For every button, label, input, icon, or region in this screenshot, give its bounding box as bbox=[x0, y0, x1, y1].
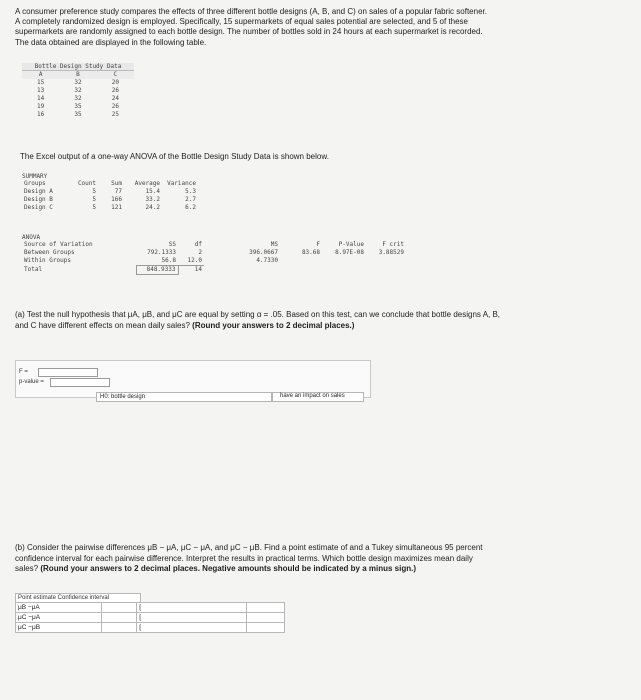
cell: 24 bbox=[111, 95, 119, 102]
table-row bbox=[22, 257, 406, 266]
cell: 2.7 bbox=[185, 196, 196, 203]
cell bbox=[366, 266, 406, 275]
cell: 32 bbox=[74, 87, 82, 94]
cell: 35 bbox=[74, 103, 82, 110]
table-row bbox=[22, 111, 134, 119]
cell: 121 bbox=[111, 204, 122, 211]
cell bbox=[204, 266, 280, 275]
bottle-data-table bbox=[22, 63, 134, 119]
cell: 13 bbox=[37, 87, 45, 94]
cell: 166 bbox=[111, 196, 122, 203]
cell: Between Groups bbox=[24, 249, 75, 256]
intro-line-1: A consumer preference study compares the effects of three different bottle designs (A, B, and C) on sales of a popular fabric softener. bbox=[15, 7, 487, 16]
col-header-c: C bbox=[113, 71, 118, 78]
point-estimate-input[interactable] bbox=[101, 603, 137, 613]
cell: 6.2 bbox=[185, 204, 196, 211]
cell: 19 bbox=[37, 103, 45, 110]
cell: 792.1333 bbox=[147, 249, 176, 256]
anova-header: SS bbox=[168, 241, 176, 248]
ci-table bbox=[15, 593, 285, 633]
point-estimate-input[interactable] bbox=[101, 613, 137, 623]
part-b-line-2: confidence interval for each pairwise difference. Interpret the results in practical terms. Which bottle design maximizes mean daily bbox=[15, 553, 473, 563]
cell: 12.0 bbox=[178, 257, 204, 266]
cell: 32 bbox=[74, 95, 82, 102]
part-a-rounding-note: (Round your answers to 2 decimal places.) bbox=[192, 320, 355, 330]
part-a-question bbox=[15, 310, 625, 331]
cell: Design B bbox=[24, 196, 53, 203]
p-value-input[interactable] bbox=[50, 378, 110, 387]
ci-lower-input[interactable] bbox=[147, 613, 246, 623]
cell: 56.8 bbox=[136, 257, 178, 266]
cell: 26 bbox=[111, 87, 119, 94]
anova-header: df bbox=[194, 241, 202, 248]
cell bbox=[366, 257, 406, 266]
part-a-line-2: and C have different effects on mean daily sales? bbox=[15, 320, 193, 330]
ci-row-label: μC −μA bbox=[16, 613, 102, 623]
table-row bbox=[22, 87, 134, 95]
cell: 8.97E-08 bbox=[335, 249, 364, 256]
cell: 16 bbox=[37, 111, 45, 118]
ci-table-header: Point estimate Confidence interval bbox=[15, 593, 141, 602]
excel-caption: The Excel output of a one-way ANOVA of the Bottle Design Study Data is shown below. bbox=[20, 152, 329, 161]
cell: 4.7330 bbox=[256, 257, 278, 265]
ci-lower-input[interactable] bbox=[147, 623, 246, 633]
anova-header: MS bbox=[270, 241, 278, 248]
part-b-question bbox=[15, 543, 630, 575]
cell: 26 bbox=[111, 103, 119, 110]
ci-upper-input[interactable] bbox=[246, 623, 284, 633]
p-value-label: p-value = bbox=[19, 379, 44, 385]
cell: 77 bbox=[114, 188, 122, 195]
cell: 5 bbox=[92, 204, 96, 211]
cell bbox=[280, 266, 322, 275]
cell: 24.2 bbox=[145, 204, 160, 211]
intro-line-3: supermarkets are randomly assigned to each bottle design. The number of bottles sold in 24 hours at each supermarket is recorded. bbox=[15, 27, 483, 37]
ci-open-bracket: [ bbox=[137, 623, 147, 633]
table-row bbox=[16, 603, 285, 613]
intro-line-2: A completely randomized design is employed. Specifically, 15 supermarkets of equal sales potential are selected, and 5 of these bbox=[15, 17, 468, 27]
anova-header: F crit bbox=[382, 241, 404, 248]
summary-header: Average bbox=[134, 180, 160, 187]
cell: 396.0667 bbox=[249, 249, 278, 256]
cell: 35 bbox=[74, 111, 82, 118]
ci-row-label: μC −μB bbox=[16, 623, 102, 633]
part-b-line-1: (b) Consider the pairwise differences μB − μA, μC − μA, and μC − μB. Find a point estimate of and a Tukey simultaneous 95 percent bbox=[15, 543, 483, 552]
cell: 5 bbox=[92, 196, 96, 203]
anova-header: Source of Variation bbox=[24, 241, 93, 248]
summary-title: SUMMARY bbox=[22, 173, 48, 180]
cell bbox=[280, 257, 322, 266]
table-row bbox=[22, 95, 134, 103]
col-header-a: A bbox=[38, 71, 43, 78]
cell: 15.4 bbox=[145, 188, 160, 195]
summary-header: Count bbox=[77, 180, 96, 187]
cell: 20 bbox=[111, 79, 119, 86]
cell: Design A bbox=[24, 188, 53, 195]
impact-text bbox=[277, 392, 369, 402]
anova-header: P-Value bbox=[338, 241, 364, 248]
cell: Within Groups bbox=[24, 257, 71, 265]
point-estimate-input[interactable] bbox=[101, 623, 137, 633]
cell: 25 bbox=[111, 111, 119, 118]
cell bbox=[322, 257, 366, 266]
cell: 14 bbox=[194, 266, 202, 274]
cell: 2 bbox=[198, 249, 202, 256]
col-header-b: B bbox=[76, 71, 80, 78]
ci-open-bracket: [ bbox=[137, 603, 147, 613]
part-b-rounding-note: (Round your answers to 2 decimal places. Negative amounts should be indicated by a minus sign.) bbox=[40, 564, 416, 573]
ci-lower-input[interactable] bbox=[147, 603, 246, 613]
cell: 848.9333 bbox=[136, 266, 178, 275]
anova-header: F bbox=[316, 241, 320, 248]
table-row bbox=[22, 196, 198, 204]
ci-upper-input[interactable] bbox=[246, 613, 284, 623]
table-row bbox=[22, 249, 406, 257]
anova-table bbox=[22, 234, 406, 275]
f-stat-label: F = bbox=[19, 369, 28, 375]
cell: 5 bbox=[92, 188, 96, 195]
summary-table bbox=[22, 173, 198, 212]
ci-open-bracket: [ bbox=[137, 613, 147, 623]
table-row bbox=[22, 79, 134, 87]
summary-header: Groups bbox=[24, 180, 46, 187]
bottle-data-title: Bottle Design Study Data bbox=[22, 63, 134, 71]
h0-label: H0: bottle design bbox=[100, 394, 146, 400]
table-row bbox=[22, 266, 406, 275]
summary-header: Variance bbox=[167, 180, 196, 187]
cell bbox=[322, 266, 366, 275]
summary-header: Sum bbox=[111, 180, 122, 187]
cell: 5.3 bbox=[185, 188, 196, 195]
h0-statement bbox=[96, 392, 272, 402]
cell: 14 bbox=[37, 95, 45, 102]
table-row bbox=[22, 204, 198, 212]
table-row bbox=[22, 103, 134, 111]
cell: 33.2 bbox=[145, 196, 160, 203]
part-a-line-1: (a) Test the null hypothesis that μA, μB, and μC are equal by setting α = .05. Based on this test, can we conclude that bottle designs A, B, bbox=[15, 310, 501, 319]
table-row bbox=[16, 613, 285, 623]
intro-line-4: The data obtained are displayed in the following table. bbox=[15, 37, 207, 47]
cell: 32 bbox=[74, 79, 82, 86]
problem-intro bbox=[15, 7, 615, 48]
part-b-line-3: sales? bbox=[15, 564, 41, 573]
cell: 15 bbox=[37, 79, 45, 86]
ci-upper-input[interactable] bbox=[246, 603, 284, 613]
cell: Total bbox=[24, 266, 43, 273]
ci-row-label: μB −μA bbox=[16, 603, 102, 613]
impact-label: have an impact on sales bbox=[280, 393, 345, 399]
anova-title: ANOVA bbox=[22, 234, 41, 241]
table-row bbox=[16, 623, 285, 633]
table-row bbox=[22, 188, 198, 196]
cell: Design C bbox=[24, 204, 53, 211]
f-stat-input[interactable] bbox=[38, 368, 98, 377]
cell: 3.88529 bbox=[378, 249, 404, 256]
cell: 83.68 bbox=[301, 249, 320, 256]
